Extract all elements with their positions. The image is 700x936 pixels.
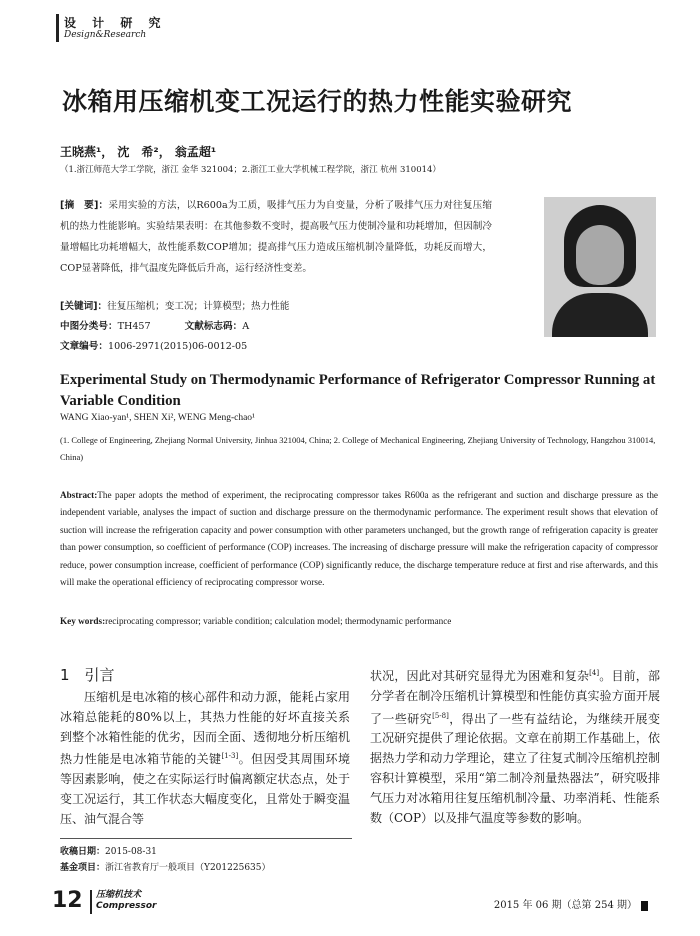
keywords-zh-label: [关键词]：	[60, 301, 108, 312]
intro-paragraph-2: 状况，因此对其研究显得尤为困难和复杂[4]。目前，部分学者在制冷压缩机计算模型和性能仿真实验方面开展了一些研究[5-8]，得出了一些有益结论，为继续开展变工况研究提供了理论依据。文章在前期工作基础上，依据热力学和动力学理论，建立了往复式制冷压缩机控制容积计算模型，采用“第二制冷剂量热器法”，研究吸排气压力对冰箱用往复压缩机制冷量、功率消耗、性能系数（COP）以及排气温度等参数的影响。	[370, 669, 660, 825]
classification-line	[60, 318, 249, 332]
keywords-zh	[60, 298, 289, 312]
section-heading-intro: 1 引言	[60, 666, 115, 684]
authors-en: WANG Xiao-yan¹, SHEN Xi², WENG Meng-chao¹	[60, 413, 255, 423]
paper-title-zh: 冰箱用压缩机变工况运行的热力性能实验研究	[62, 87, 573, 116]
journal-logo-en: Compressor	[96, 901, 157, 911]
section-subtitle: Design&Research	[64, 30, 147, 40]
body-column-left	[60, 664, 350, 830]
header-bar	[56, 14, 59, 42]
clc-value: TH457	[117, 321, 151, 332]
journal-logo-zh: 压缩机技术	[96, 890, 142, 900]
abstract-zh	[60, 195, 492, 279]
article-number	[60, 338, 247, 352]
abstract-zh-label: [摘 要]：	[60, 200, 109, 211]
body-column-right	[370, 664, 660, 828]
abstract-en-text: The paper adopts the method of experiment, the reciprocating compressor takes R600a as the refrigerant and suction and discharge pressure as the independent variable, analyses the impact of suction and discharge pressure on the thermodynamic performance. The experiment result shows that elevation of suction will increase the refrigeration capacity and power consumption with other parameters unchanged, but the growth range of refrigeration capacity is greater than power consumption, so coefficient of performance (COP) increases. The increasing of discharge pressure will make the refrigeration capacity of compressor reduce, power consumption increase, coefficient of performance (COP) significantly reduce, the discharge temperature reduce at first and rise afterwards, and this will make the operational efficiency of reciprocating compressor worse.	[60, 490, 658, 588]
page-number: 12	[52, 888, 83, 913]
authors-zh: 王晓燕¹， 沈 希²， 翁孟超¹	[60, 145, 217, 159]
intro-paragraph-1: 压缩机是电冰箱的核心部件和动力源，能耗占家用冰箱总能耗的80%以上，其热力性能的好坏直接关系到整个冰箱性能的优劣，因而全面、透彻地分析压缩机热力性能是电冰箱节能的关键[1-3]。但因受其周围环境等因素影响，使之在实际运行时偏离额定状态点，处于变工况运行，其工作状态大幅度变化，且常处于瞬变温压、油气混合等	[60, 690, 350, 826]
abstract-en	[60, 487, 658, 591]
keywords-en	[60, 616, 451, 626]
article-number-label: 文章编号：	[60, 341, 108, 352]
fund-project: 基金项目：浙江省教育厅一般项目（Y201225635）	[60, 863, 271, 873]
keywords-zh-text: 往复压缩机；变工况；计算模型；热力性能	[107, 301, 290, 312]
author-photo	[544, 197, 656, 337]
paper-title-en: Experimental Study on Thermodynamic Performance of Refrigerator Compressor Running at Variable Condition	[60, 372, 656, 409]
journal-logo	[90, 890, 176, 914]
keywords-en-label: Key words:	[60, 616, 106, 626]
section-title: 设 计 研 究	[64, 16, 167, 30]
citation-3[interactable]: [5-8]	[432, 711, 449, 720]
received-date: 收稿日期：2015-08-31	[60, 847, 157, 857]
doc-code-value: A	[242, 321, 250, 332]
clc-label: 中图分类号：	[60, 321, 118, 332]
issue-info: 2015 年 06 期（总第 254 期）	[494, 896, 648, 911]
end-mark-icon	[641, 901, 648, 911]
citation-1[interactable]: [1-3]	[221, 752, 239, 761]
abstract-zh-text: 采用实验的方法，以R600a为工质，吸排气压力为自变量，分析了吸排气压力对往复压缩机的热力性能影响。实验结果表明：在其他参数不变时，提高吸气压力使制冷量和功耗增加，但因制冷量增幅比功耗增幅大，故性能系数COP增加；提高排气压力造成压缩机制冷量降低，功耗反而增大，COP显著降低，排气温度先降低后升高，运行经济性变差。	[60, 200, 492, 274]
affiliation-en: (1. College of Engineering, Zhejiang Normal University, Jinhua 321004, China; 2. College of Mechanical Engineering, Zhejiang University of Technology, Hangzhou 310014, China)	[60, 435, 656, 462]
citation-2[interactable]: [4]	[589, 669, 600, 677]
article-number-value: 1006-2971(2015)06-0012-05	[107, 341, 248, 352]
footnotes	[60, 844, 271, 876]
affiliation-zh: （1.浙江师范大学工学院，浙江 金华 321004；2.浙江工业大学机械工程学院，浙江 杭州 310014）	[60, 165, 441, 175]
abstract-en-label: Abstract:	[60, 490, 98, 500]
doc-code-label: 文献标志码：	[184, 321, 243, 332]
keywords-en-text: reciprocating compressor; variable condition; calculation model; thermodynamic performance	[105, 616, 452, 626]
footnote-divider	[60, 838, 352, 839]
